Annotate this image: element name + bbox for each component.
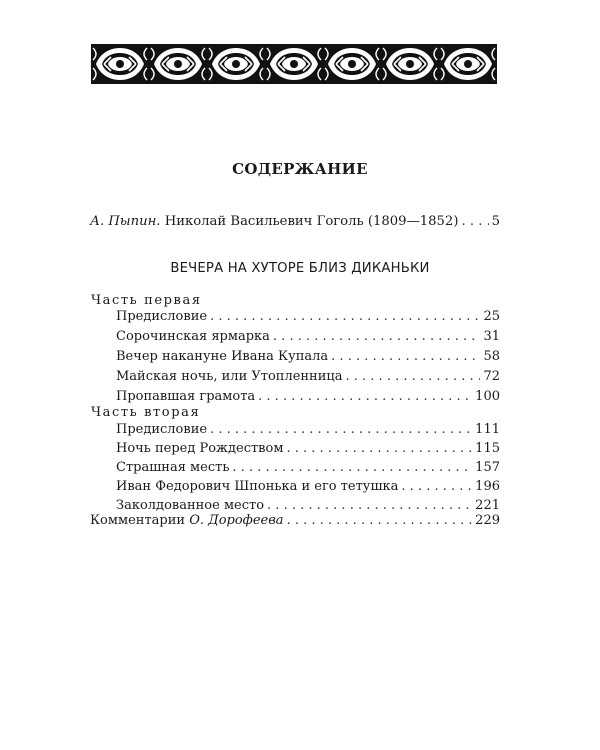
intro-title: Николай Васильевич Гоголь (1809—1852) xyxy=(164,214,459,229)
ornament-band-icon xyxy=(91,44,498,84)
toc-entry-label: Ночь перед Рождеством xyxy=(116,441,284,456)
toc-entry-label: Иван Федорович Шпонька и его тетушка xyxy=(116,479,399,494)
page-number: 115 xyxy=(475,441,500,456)
toc-entry-label: Предисловие xyxy=(116,309,208,324)
page-number: 5 xyxy=(491,214,500,229)
page-number: 72 xyxy=(483,369,500,384)
toc-entry-label: Страшная месть xyxy=(116,460,230,475)
toc-entry[interactable] xyxy=(116,328,500,346)
page-number: 221 xyxy=(475,498,500,513)
leader-dots xyxy=(258,388,472,406)
toc-entry-label: Заколдованное место xyxy=(116,498,265,513)
leader-dots xyxy=(210,421,472,439)
page-number: 111 xyxy=(475,422,500,437)
comments-label: Комментарии xyxy=(90,513,186,528)
toc-entry[interactable] xyxy=(116,478,500,496)
page-number: 157 xyxy=(475,460,500,475)
book-title: ВЕЧЕРА НА ХУТОРЕ БЛИЗ ДИКАНЬКИ xyxy=(170,261,430,276)
page-number: 196 xyxy=(475,479,500,494)
part-heading-1: Часть первая xyxy=(91,293,202,308)
toc-entry[interactable] xyxy=(116,388,500,406)
toc-entry-label: Пропавшая грамота xyxy=(116,389,256,404)
toc-entry-label: Сорочинская ярмарка xyxy=(116,329,270,344)
toc-entry-label xyxy=(90,213,458,231)
intro-author: А. Пыпин. xyxy=(90,214,161,229)
toc-entry[interactable] xyxy=(116,368,500,386)
leader-dots xyxy=(461,213,488,231)
page-number: 229 xyxy=(475,513,500,528)
toc-entry-label: Майская ночь, или Утопленница xyxy=(116,369,343,384)
toc-entry-label: Вечер накануне Ивана Купала xyxy=(116,349,329,364)
page-number: 25 xyxy=(483,309,500,324)
toc-entry-comments[interactable] xyxy=(90,512,500,530)
toc-entry[interactable] xyxy=(116,459,500,477)
toc-entry-label: Предисловие xyxy=(116,422,208,437)
leader-dots xyxy=(210,308,480,326)
part-heading-2: Часть вторая xyxy=(91,405,201,420)
comments-author: О. Дорофеева xyxy=(189,513,284,528)
toc-entry-label xyxy=(90,512,284,530)
leader-dots xyxy=(331,348,480,366)
leader-dots xyxy=(287,512,473,530)
leader-dots xyxy=(232,459,472,477)
page-number: 58 xyxy=(483,349,500,364)
toc-entry[interactable] xyxy=(116,348,500,366)
leader-dots xyxy=(401,478,472,496)
toc-entry[interactable] xyxy=(116,421,500,439)
leader-dots xyxy=(286,440,472,458)
leader-dots xyxy=(273,328,481,346)
toc-title: СОДЕРЖАНИЕ xyxy=(232,160,368,178)
page-number: 31 xyxy=(483,329,500,344)
leader-dots xyxy=(346,368,481,386)
toc-entry[interactable] xyxy=(116,308,500,326)
page-number: 100 xyxy=(475,389,500,404)
toc-entry-intro[interactable] xyxy=(90,213,500,231)
toc-entry[interactable] xyxy=(116,440,500,458)
